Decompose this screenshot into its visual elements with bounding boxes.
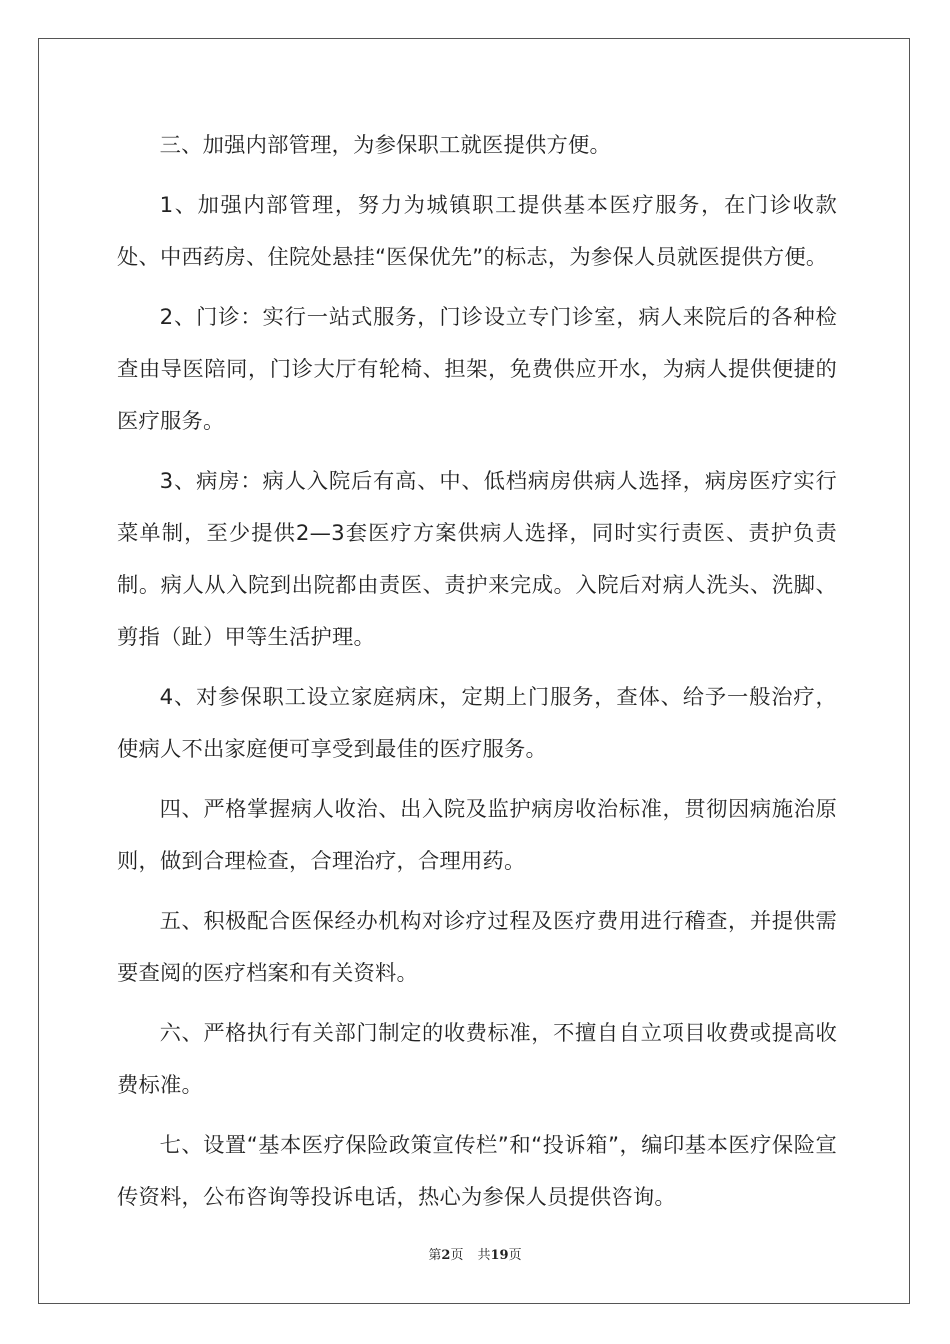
document-body: [117, 120, 837, 1232]
page-suffix: 页: [450, 1248, 464, 1263]
paragraph-item-1: 1、加强内部管理，努力为城镇职工提供基本医疗服务，在门诊收款处、中西药房、住院处悬挂“医保优先”的标志，为参保人员就医提供方便。: [117, 193, 837, 270]
paragraph-section-6: 六、严格执行有关部门制定的收费标准，不擅自自立项目收费或提高收费标准。: [117, 1021, 837, 1098]
page-footer: [0, 1244, 950, 1263]
paragraph-section-4: 四、严格掌握病人收治、出入院及监护病房收治标准，贯彻因病施治原则，做到合理检查，合理治疗，合理用药。: [117, 797, 837, 874]
paragraph-section-3: 三、加强内部管理，为参保职工就医提供方便。: [159, 133, 612, 158]
total-pages: 19: [490, 1248, 509, 1263]
paragraph-section-5: 五、积极配合医保经办机构对诊疗过程及医疗费用进行稽查，并提供需要查阅的医疗档案和有关资料。: [117, 909, 837, 986]
page-number: 2: [441, 1248, 451, 1263]
page-prefix: 第: [428, 1248, 442, 1263]
paragraph-item-2: 2、门诊：实行一站式服务，门诊设立专门诊室，病人来院后的各种检查由导医陪同，门诊大厅有轮椅、担架，免费供应开水，为病人提供便捷的医疗服务。: [117, 305, 837, 434]
total-prefix: 共: [477, 1248, 491, 1263]
total-suffix: 页: [508, 1248, 522, 1263]
paragraph-section-7: 七、设置“基本医疗保险政策宣传栏”和“投诉箱”，编印基本医疗保险宣传资料，公布咨询等投诉电话，热心为参保人员提供咨询。: [117, 1133, 837, 1210]
paragraph-item-3: 3、病房：病人入院后有高、中、低档病房供病人选择，病房医疗实行菜单制，至少提供2—3套医疗方案供病人选择，同时实行责医、责护负责制。病人从入院到出院都由责医、责护来完成。入院后对病人洗头、洗脚、剪指（趾）甲等生活护理。: [117, 469, 837, 650]
paragraph-item-4: 4、对参保职工设立家庭病床，定期上门服务，查体、给予一般治疗，使病人不出家庭便可享受到最佳的医疗服务。: [117, 685, 837, 762]
